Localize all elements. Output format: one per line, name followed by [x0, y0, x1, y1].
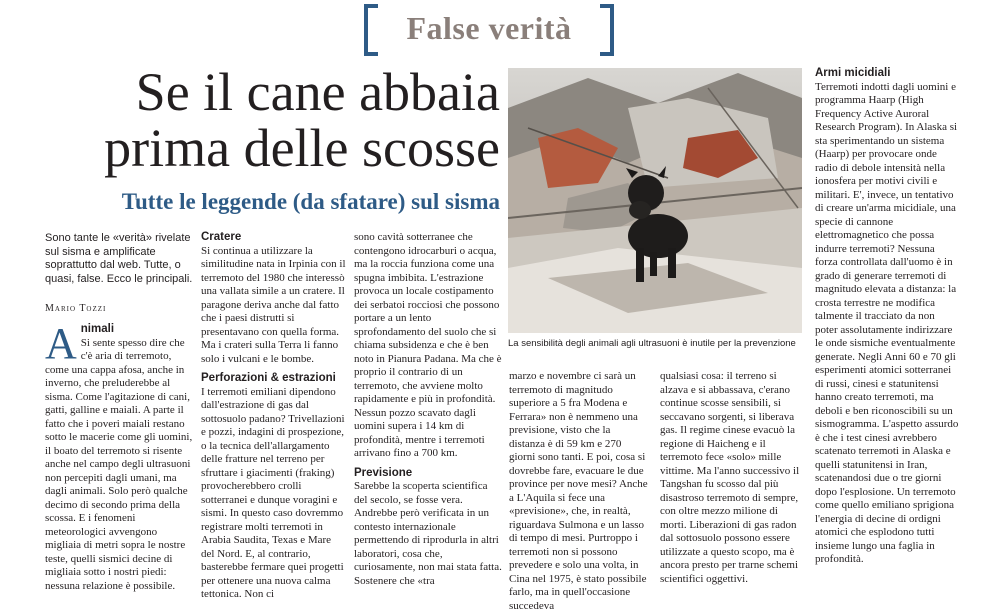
kicker-label: False verità [406, 10, 572, 46]
col3-text-2: Sarebbe la scoperta scientifica del secolo, se fosse vera. Andrebbe però verificata in un contesto internazionale permettendo di riprodurla in altri laboratori, cosa che, curiosamente, non mai stata fatta. Sostenere che «tra [354, 480, 502, 587]
column-5 [660, 370, 803, 586]
section-head-previsione: Previsione [354, 466, 413, 479]
col5-text: qualsiasi cosa: il terreno si alzava e si abbassava, c'erano continue scosse sensibili, si seccavano sorgenti, si liberava gas. Il regime cinese evacuò la regione di Haicheng e il terremoto fece «solo» mille vittime. Ma l'anno successivo il Tangshan fu scosso dal più disastroso terremoto di sempre, con oltre mezzo milione di morti. Liberazioni di gas radon dal sottosuolo possono essere utilizzate a questo scopo, ma è ancora presto per trarne schemi scientifici oggettivi. [660, 370, 800, 585]
section-kicker [364, 4, 614, 52]
col2-text-1: Si continua a utilizzare la similitudine nata in Irpinia con il terremoto del 1980 che interessò una vallata simile a un cratere. Il paragone deriva anche dal fatto che i paesi distrutti si presentavano con quella forma. Ma i crateri sulla Terra li fanno solo i vulcani e le bombe. [201, 244, 346, 365]
photo-caption: La sensibilità degli animali agli ultrasuoni è inutile per la prevenzione [508, 338, 796, 349]
byline: Mario Tozzi [45, 303, 107, 314]
col2-text-2: I terremoti emiliani dipendono dall'estrazione di gas dal sottosuolo padano? Trivellazioni e pozzi, indagini di prospezione, o la tecnica dell'allargamento delle fratture nel terreno per sfruttare i giacimenti (fraking) provocherebbero crolli sotterranei e dunque voragini e sismi. In questo caso dovremmo registrare molti terremoti in Arabia Saudita, Texas e Mare del Nord. E, al contrario, basterebbe fermare quei progetti per ottenere una nuova calma tettonica. Non ci [201, 385, 345, 600]
headline [40, 64, 500, 176]
column-2 [201, 231, 347, 602]
col3-text-1: sono cavità sotterranee che contengono idrocarburi o acqua, ma la roccia funziona come una spugna imbibita. L'estrazione provoca un locale costipamento dei serbatoi rocciosi che possono portare a un lento sprofondamento del suolo che si chiama subsidenza e che è ben noto in Pianura Padana. Ma che è proprio il contrario di un terremoto, che avviene molto rapidamente e più in profondità. Nessun pozzo scavato dagli uomini supera i 14 km di profondità, mentre i terremoti arrivano fino a 700 km. [354, 231, 502, 459]
column-6 [815, 67, 960, 567]
col4-text: marzo e novembre ci sarà un terremoto di magnitudo superiore a 5 fra Modena e Ferrara» non è nemmeno una previsione, visto che la distanza è di 59 km e 270 giorni sono tanti. E poi, cosa si dovrebbe fare, evacuare le due province per nove mesi? Anche a L'Aquila si fece una «previsione», che, in realtà, riguardava Sulmona e un lasso di tempo di mesi. Purtroppo i terremoti non si possono prevedere e solo una volta, in Cina nel 1975, è stato possibile farlo, ma in quell'occasione succedeva [509, 370, 648, 612]
section-head-armi: Armi micidiali [815, 67, 891, 79]
dropcap: A [45, 319, 77, 368]
column-3 [354, 231, 502, 588]
col1-text: Si sente spesso dire che c'è aria di terremoto, come una cappa afosa, anche in inverno, che preluderebbe al sisma. Come l'agitazione di cani, gatti, galline e maiali. A parte il fatto che i poveri maiali restano sotto le macerie come gli uomini, il boato del terremoto si risente anche nel campo degli ultrasuoni non percepiti dagli umani, ma dagli animali. Solo però qualche decimo di secondo prima della scossa. E i fenomeni meteorologici avvengono migliaia di metri sopra le nostre teste, quelli sismici decine di migliaia sotto i nostri piedi: nessuna relazione è possibile. [45, 336, 193, 592]
section-head-animali: nimali [80, 323, 115, 335]
section-head-cratere: Cratere [201, 231, 242, 243]
headline-line-1: Se il cane abbaia [135, 62, 500, 122]
headline-line-2: prima delle scosse [104, 118, 500, 178]
bracket-right [600, 4, 614, 56]
dog-rubble-image [508, 68, 802, 333]
section-head-perforazioni: Perforazioni & estrazioni [201, 372, 336, 384]
column-1 [45, 319, 195, 593]
article-photo [508, 68, 802, 333]
col6-text: Terremoti indotti dagli uomini e programma Haarp (High Frequency Active Auroral Research Program). In Alaska si sta sperimentando un sistema (Haarp) per provocare onde radio di debole intensità nella ionosfera per motivi civili e militari. E', invece, un tentativo di creare un'arma micidiale, una specie di cannone elettromagnetico che possa indurre terremoti? Nessuna forza controllata dall'uomo è in grado di generare terremoti di magnitudo elevata a distanza: la crosta terrestre ne modifica talmente il tracciato da non poter assolutamente indirizzare le onde sismiche eventualmente generate. Negli Anni 60 e 70 gli esperimenti atomici sotterranei di russi, cinesi e statunitensi hanno creato terremoti, ma deboli e ben riconoscibili su un sismogramma. L'aspetto assurdo è che i test cinesi avrebbero scatenato terremoti in Alaska e quelli statunitensi in Iran, scatenandosi due o tre giorni dopo l'esplosione. Un terremoto come quello emiliano sprigiona l'energia di decine di ordigni atomici che esplodono tutti insieme lungo una faglia in profondità. [815, 80, 959, 565]
subheadline: Tutte le leggende (da sfatare) sul sisma [121, 189, 500, 214]
column-4 [509, 370, 649, 613]
intro-text: Sono tante le «verità» rivelate sul sisma e amplificate soprattutto dal web. Tutte, o quasi, false. Ecco le principali. [45, 232, 193, 285]
